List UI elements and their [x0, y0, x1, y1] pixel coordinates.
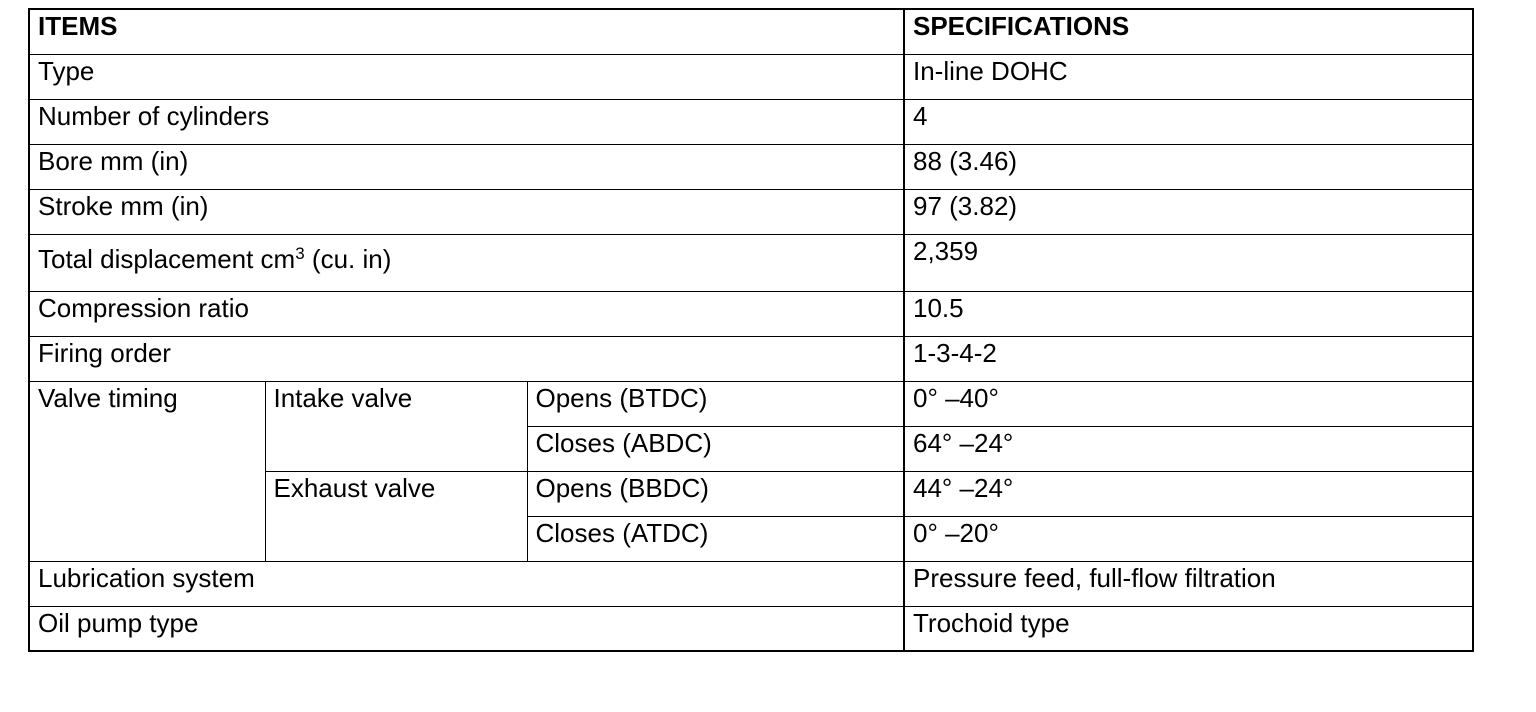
bore-label: Bore mm (in)	[29, 144, 904, 189]
lubrication-label: Lubrication system	[29, 561, 904, 606]
intake-valve-label: Intake valve	[265, 381, 527, 471]
specifications-header: SPECIFICATIONS	[904, 9, 1473, 54]
lubrication-value: Pressure feed, full-flow filtration	[904, 561, 1473, 606]
table-row	[29, 606, 1473, 651]
firing-label: Firing order	[29, 336, 904, 381]
intake-closes-label: Closes (ABDC)	[527, 426, 904, 471]
displacement-label	[29, 234, 904, 291]
table-row	[29, 234, 1473, 291]
exhaust-closes-label: Closes (ATDC)	[527, 516, 904, 561]
exhaust-opens-value: 44° –24°	[904, 471, 1473, 516]
displacement-value: 2,359	[904, 234, 1473, 291]
intake-opens-value: 0° –40°	[904, 381, 1473, 426]
compression-value: 10.5	[904, 291, 1473, 336]
intake-closes-value: 64° –24°	[904, 426, 1473, 471]
type-value: In-line DOHC	[904, 54, 1473, 99]
table-row	[29, 381, 1473, 426]
exhaust-opens-label: Opens (BBDC)	[527, 471, 904, 516]
compression-label: Compression ratio	[29, 291, 904, 336]
cylinders-value: 4	[904, 99, 1473, 144]
oil-pump-label: Oil pump type	[29, 606, 904, 651]
stroke-value: 97 (3.82)	[904, 189, 1473, 234]
table-row	[29, 144, 1473, 189]
intake-opens-label: Opens (BTDC)	[527, 381, 904, 426]
items-header: ITEMS	[29, 9, 904, 54]
bore-value: 88 (3.46)	[904, 144, 1473, 189]
table-row	[29, 99, 1473, 144]
cylinders-label: Number of cylinders	[29, 99, 904, 144]
table-row	[29, 54, 1473, 99]
exhaust-closes-value: 0° –20°	[904, 516, 1473, 561]
exhaust-valve-label: Exhaust valve	[265, 471, 527, 561]
table-row	[29, 291, 1473, 336]
oil-pump-value: Trochoid type	[904, 606, 1473, 651]
displacement-label-text: Total displacement cm	[38, 243, 296, 274]
displacement-label-unit: (cu. in)	[304, 243, 392, 274]
firing-value: 1-3-4-2	[904, 336, 1473, 381]
stroke-label: Stroke mm (in)	[29, 189, 904, 234]
type-label: Type	[29, 54, 904, 99]
table-header-row	[29, 9, 1473, 54]
valve-timing-label: Valve timing	[29, 381, 265, 561]
table-row	[29, 189, 1473, 234]
table-row	[29, 561, 1473, 606]
displacement-label-superscript: 3	[295, 243, 305, 263]
table-row	[29, 336, 1473, 381]
engine-specifications-table	[28, 8, 1474, 652]
